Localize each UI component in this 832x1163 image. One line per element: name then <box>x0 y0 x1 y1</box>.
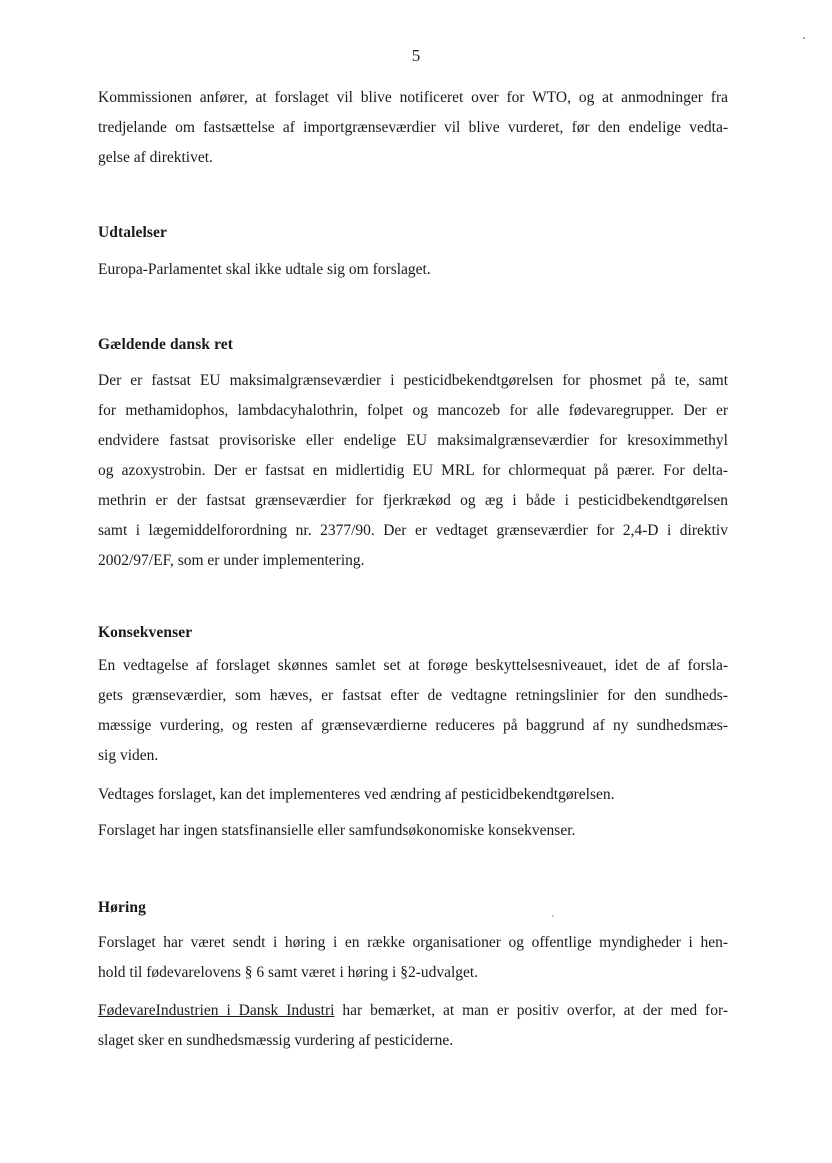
section-heading-udtalelser: Udtalelser <box>98 224 168 241</box>
section-heading-hoering: Høring <box>98 899 146 916</box>
hoering-line: slaget sker en sundhedsmæssig vurdering af pesticiderne. <box>98 1032 454 1049</box>
udtalelser-line: Europa-Parlamentet skal ikke udtale sig om forslaget. <box>98 261 431 278</box>
konsekvenser-paragraph-3 <box>98 816 728 846</box>
udtalelser-paragraph <box>98 255 728 285</box>
gaeldende-line: samt i lægemiddelforordning nr. 2377/90. Der er vedtaget grænseværdier for 2,4-D i direktiv <box>98 522 728 539</box>
intro-paragraph <box>98 83 728 173</box>
konsekvenser-line: sig viden. <box>98 747 159 764</box>
organisation-name: FødevareIndustrien i Dansk Industri <box>98 1002 335 1019</box>
hoering-line: Forslaget har været sendt i høring i en række organisationer og offentlige myndigheder i hen- <box>98 934 728 951</box>
konsekvenser-line: Vedtages forslaget, kan det implementeres ved ændring af pesticidbekendtgørelsen. <box>98 786 615 803</box>
intro-line: tredjelande om fastsættelse af importgrænseværdier vil blive vurderet, før den endelige vedta- <box>98 119 728 136</box>
konsekvenser-paragraph-2 <box>98 780 728 810</box>
hoering-line <box>98 996 728 1026</box>
gaeldende-paragraph <box>98 366 728 576</box>
hoering-line: hold til fødevarelovens § 6 samt været i høring i §2-udvalget. <box>98 964 479 981</box>
konsekvenser-line: gets grænseværdier, som hæves, er fastsat efter de vedtagne retningslinier for den sundheds- <box>98 687 728 704</box>
intro-line: gelse af direktivet. <box>98 149 213 166</box>
gaeldende-line: for methamidophos, lambdacyhalothrin, folpet og mancozeb for alle fødevaregrupper. Der er <box>98 402 728 419</box>
intro-line: Kommissionen anfører, at forslaget vil blive notificeret over for WTO, og at anmodninger fra <box>98 89 728 106</box>
hoering-line-rest: har bemærket, at man er positiv overfor, at der med for- <box>334 1002 728 1019</box>
section-heading-gaeldende: Gældende dansk ret <box>98 336 234 353</box>
konsekvenser-line: En vedtagelse af forslaget skønnes samlet set at forøge beskyttelsesniveauet, idet de af forsla- <box>98 657 728 674</box>
konsekvenser-line: Forslaget har ingen statsfinansielle eller samfundsøkonomiske konsekvenser. <box>98 822 576 839</box>
hoering-paragraph-2 <box>98 996 728 1056</box>
hoering-paragraph-1 <box>98 928 728 988</box>
gaeldende-line: methrin er der fastsat grænseværdier for fjerkrækød og æg i både i pesticidbekendtgørelsen <box>98 492 728 509</box>
gaeldende-line: 2002/97/EF, som er under implementering. <box>98 552 365 569</box>
section-heading-konsekvenser: Konsekvenser <box>98 624 193 641</box>
konsekvenser-line: mæssige vurdering, og resten af grænseværdierne reduceres på baggrund af ny sundhedsmæs- <box>98 717 728 734</box>
konsekvenser-paragraph-1 <box>98 651 728 771</box>
gaeldende-line: Der er fastsat EU maksimalgrænseværdier i pesticidbekendtgørelsen for phosmet på te, samt <box>98 372 728 389</box>
gaeldende-line: endvidere fastsat provisoriske eller endelige EU maksimalgrænseværdier for kresoximmethyl <box>98 432 728 449</box>
scan-speck <box>803 37 805 39</box>
page-number: 5 <box>411 46 421 65</box>
gaeldende-line: og azoxystrobin. Der er fastsat en midlertidig EU MRL for chlormequat på pærer. For delta- <box>98 462 728 479</box>
scan-speck <box>552 915 554 917</box>
